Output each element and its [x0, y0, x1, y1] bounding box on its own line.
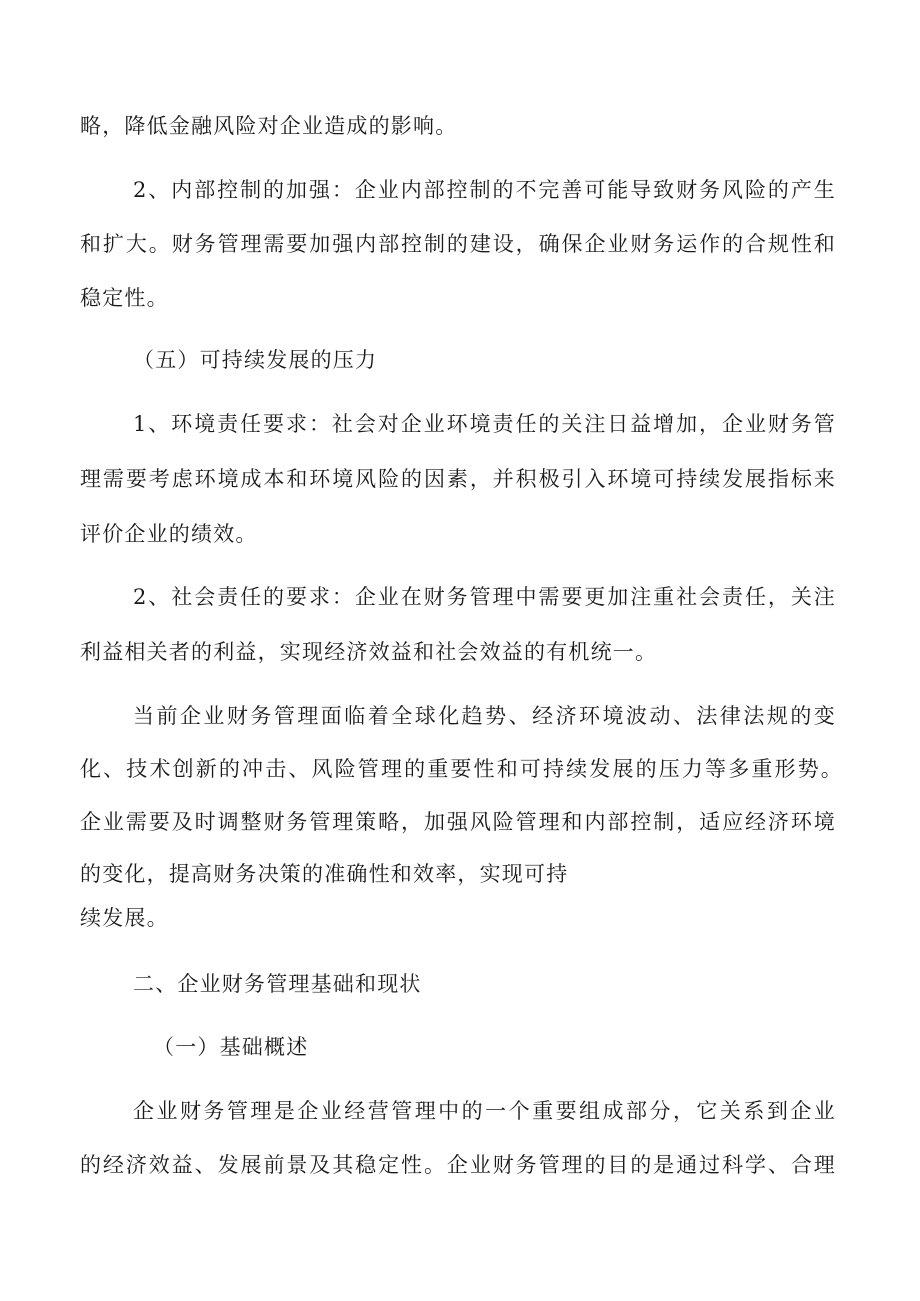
text-line-12: 化、技术创新的冲击、风险管理的重要性和可持续发展的压力等多重形势。 [80, 757, 843, 781]
text-line-02: 2、内部控制的加强：企业内部控制的不完善可能导致财务风险的产生 [133, 178, 836, 202]
text-line-06: 1、环境责任要求：社会对企业环境责任的关注日益增加，企业财务管 [133, 412, 836, 436]
chapter-heading-2: 二、企业财务管理基础和现状 [133, 972, 422, 996]
text-line-15: 续发展。 [80, 906, 169, 930]
text-line-07: 理需要考虑环境成本和环境风险的因素，并积极引入环境可持续发展指标来 [80, 467, 836, 491]
text-line-04: 稳定性。 [80, 286, 169, 310]
text-line-13: 企业需要及时调整财务管理策略，加强风险管理和内部控制，适应经济环境 [80, 810, 836, 834]
text-line-09: 2、社会责任的要求：企业在财务管理中需要更加注重社会责任，关注 [133, 585, 836, 609]
text-line-10: 利益相关者的利益，实现经济效益和社会效益的有机统一。 [80, 640, 658, 664]
text-line-08: 评价企业的绩效。 [80, 522, 258, 546]
section-heading-1: （一）基础概述 [153, 1035, 309, 1059]
text-line-18: 企业财务管理是企业经营管理中的一个重要组成部分，它关系到企业 [133, 1099, 836, 1123]
text-line-11: 当前企业财务管理面临着全球化趋势、经济环境波动、法律法规的变 [133, 704, 836, 728]
section-heading-5: （五）可持续发展的压力 [133, 348, 378, 372]
text-line-14: 的变化，提高财务决策的准确性和效率，实现可持 [80, 862, 569, 886]
text-line-03: 和扩大。财务管理需要加强内部控制的建设，确保企业财务运作的合规性和 [80, 232, 836, 256]
text-line-19: 的经济效益、发展前景及其稳定性。企业财务管理的目的是通过科学、合理 [80, 1153, 836, 1177]
text-line-01: 略，降低金融风险对企业造成的影响。 [80, 114, 458, 138]
